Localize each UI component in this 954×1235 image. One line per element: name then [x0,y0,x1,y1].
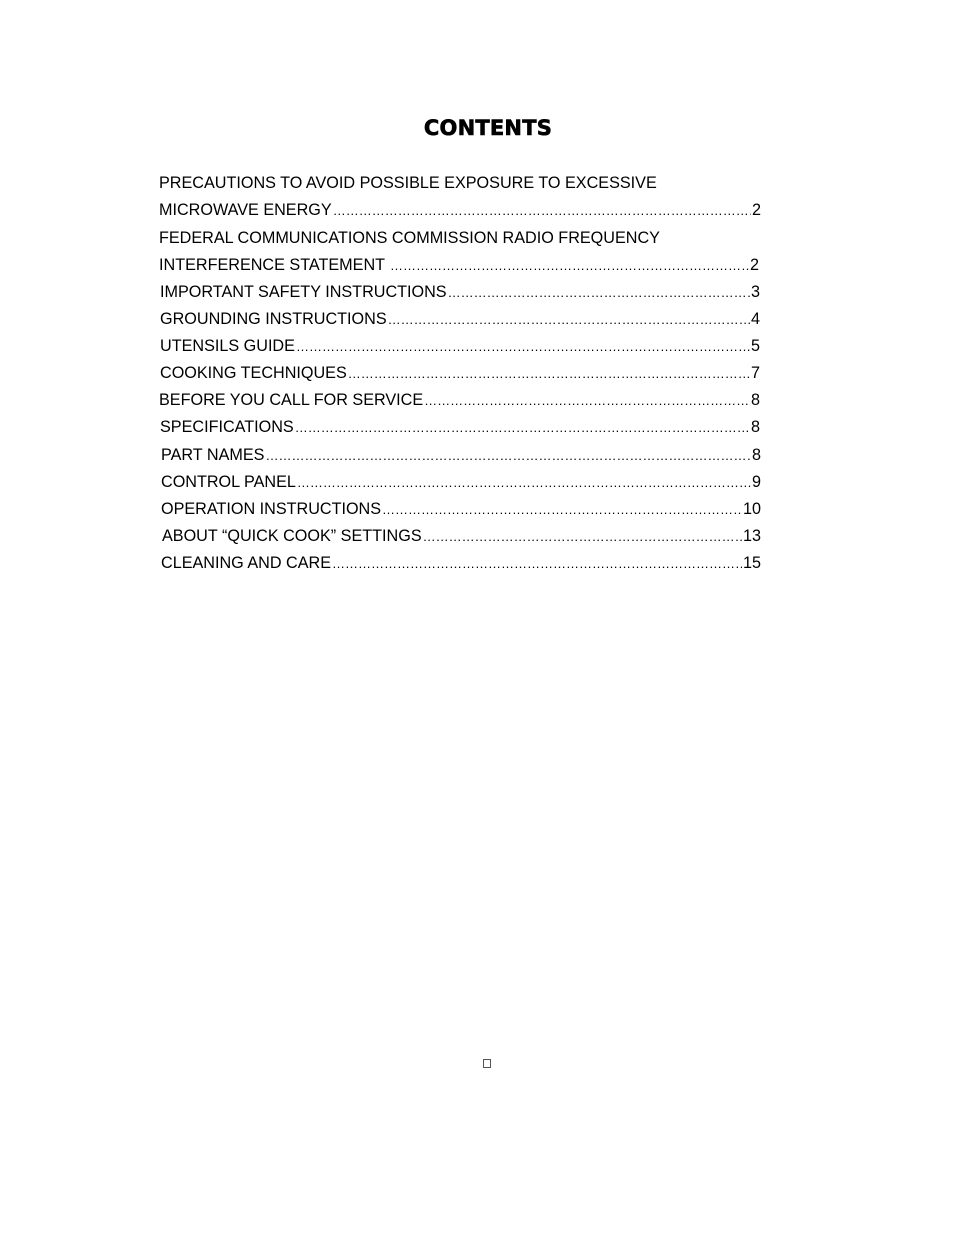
toc-page-number: 13 [742,527,761,545]
dot-leader [423,527,742,546]
dot-leader [333,201,751,220]
toc-entry-utensils[interactable] [160,336,760,356]
toc-entry-cleaning[interactable] [161,553,761,573]
placeholder-box-icon [483,1059,491,1068]
dot-leader [348,364,750,383]
toc-page-number: 7 [750,364,760,382]
toc-page-number: 2 [749,256,759,274]
toc-entry-label: COOKING TECHNIQUES [160,364,347,382]
toc-entry-grounding[interactable] [160,309,760,329]
dot-leader [296,337,750,356]
toc-entry-fcc-line1: FEDERAL COMMUNICATIONS COMMISSION RADIO FREQUENCY [159,229,660,247]
toc-entry-fcc[interactable] [159,255,759,275]
toc-entry-label: MICROWAVE ENERGY [159,201,332,219]
toc-entry-operation[interactable] [161,499,761,519]
toc-page-number: 5 [750,337,760,355]
toc-entry-label: IMPORTANT SAFETY INSTRUCTIONS [160,283,447,301]
dot-leader [424,391,750,410]
page-title: CONTENTS [423,116,553,140]
dot-leader [332,554,742,573]
toc-page-number: 4 [750,310,760,328]
toc-entry-part-names[interactable] [161,445,761,465]
toc-page-number: 3 [750,283,760,301]
toc-page-number: 9 [751,473,761,491]
dot-leader [295,418,750,437]
toc-page-number: 8 [750,418,760,436]
dot-leader [448,283,750,302]
toc-entry-label: CONTROL PANEL [161,473,296,491]
toc-entry-label: UTENSILS GUIDE [160,337,295,355]
toc-page-number: 2 [751,201,761,219]
toc-entry-label: CLEANING AND CARE [161,554,332,572]
dot-leader [388,310,750,329]
toc-entry-before-service[interactable] [159,390,760,410]
toc-entry-label: SPECIFICATIONS [160,418,294,436]
toc-entry-label: BEFORE YOU CALL FOR SERVICE [159,391,424,409]
dot-leader [382,500,742,519]
toc-entry-label: PART NAMES [161,446,265,464]
toc-entry-cooking-techniques[interactable] [160,363,760,383]
toc-page-number: 8 [751,446,761,464]
toc-entry-label: GROUNDING INSTRUCTIONS [160,310,387,328]
toc-entry-label: INTERFERENCE STATEMENT [159,256,386,274]
toc-entry-label: OPERATION INSTRUCTIONS [161,500,382,518]
toc-entry-label: ABOUT “QUICK COOK” SETTINGS [162,527,422,545]
toc-entry-control-panel[interactable] [161,472,761,492]
toc-entry-important-safety[interactable] [160,282,760,302]
toc-page-number: 10 [742,500,761,518]
toc-page-number: 8 [750,391,760,409]
toc-entry-quick-cook[interactable] [162,526,761,546]
toc-entry-precautions[interactable] [159,200,761,220]
dot-leader [265,446,751,465]
toc-page-number: 15 [742,554,761,572]
dot-leader [297,473,751,492]
toc-entry-precautions-line1: PRECAUTIONS TO AVOID POSSIBLE EXPOSURE TO EXCESSIVE [159,174,657,192]
toc-entry-specifications[interactable] [160,417,760,437]
dot-leader [390,256,749,275]
